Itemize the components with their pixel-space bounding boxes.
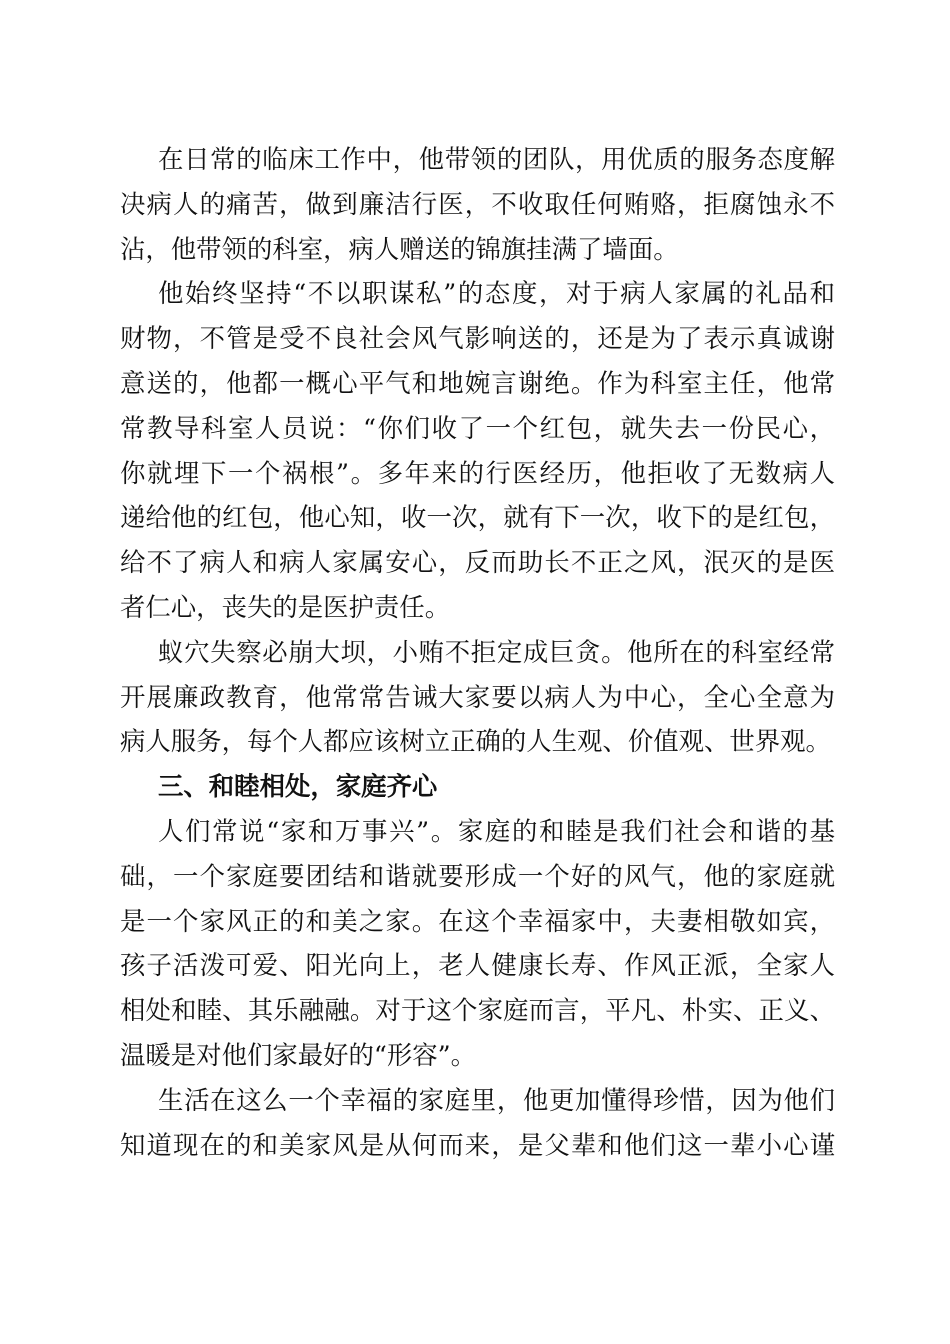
paragraph-line: 常教导科室人员说：“你们收了一个红包，就失去一份民心，: [120, 412, 835, 443]
paragraph: [120, 1078, 835, 1168]
paragraph-line: 你就埋下一个祸根”。多年来的行医经历，他拒收了无数病人: [120, 457, 835, 488]
paragraph-line: 础，一个家庭要团结和谐就要形成一个好的风气，他的家庭就: [120, 860, 835, 891]
paragraph-line: 给不了病人和病人家属安心，反而助长不正之风，泯灭的是医: [120, 547, 835, 578]
paragraph-line: 生活在这么一个幸福的家庭里，他更加懂得珍惜，因为他们: [158, 1084, 835, 1115]
paragraph-line: 财物，不管是受不良社会风气影响送的，还是为了表示真诚谢: [120, 323, 835, 354]
paragraph: [120, 137, 835, 271]
section-heading: 三、和睦相处，家庭齐心: [158, 771, 438, 802]
document-body: [120, 137, 835, 1167]
paragraph-line: 沾，他带领的科室，病人赠送的锦旗挂满了墙面。: [120, 233, 679, 264]
paragraph: [120, 630, 835, 764]
paragraph-line: 是一个家风正的和美之家。在这个幸福家中，夫妻相敬如宾，: [120, 905, 835, 936]
paragraph-line: 孩子活泼可爱、阳光向上，老人健康长寿、作风正派，全家人: [120, 950, 835, 981]
paragraph-line: 开展廉政教育，他常常告诫大家要以病人为中心，全心全意为: [120, 681, 835, 712]
paragraph: [120, 809, 835, 1078]
paragraph-line: 他始终坚持“不以职谋私”的态度，对于病人家属的礼品和: [158, 278, 835, 309]
paragraph-line: 人们常说“家和万事兴”。家庭的和睦是我们社会和谐的基: [158, 815, 835, 846]
paragraph-line: 递给他的红包，他心知，收一次，就有下一次，收下的是红包，: [120, 502, 835, 533]
paragraph-line: 意送的，他都一概心平气和地婉言谢绝。作为科室主任，他常: [120, 367, 835, 398]
paragraph-line: 知道现在的和美家风是从何而来，是父辈和他们这一辈小心谨: [120, 1129, 835, 1160]
paragraph-line: 相处和睦、其乐融融。对于这个家庭而言，平凡、朴实、正义、: [120, 995, 835, 1026]
paragraph-line: 蚁穴失察必崩大坝，小贿不拒定成巨贪。他所在的科室经常: [158, 636, 835, 667]
paragraph-line: 温暖是对他们家最好的“形容”。: [120, 1039, 477, 1070]
paragraph: [120, 271, 835, 629]
paragraph-line: 者仁心，丧失的是医护责任。: [120, 591, 451, 622]
paragraph-line: 病人服务，每个人都应该树立正确的人生观、价值观、世界观。: [120, 726, 831, 757]
paragraph-line: 决病人的痛苦，做到廉洁行医，不收取任何贿赂，拒腐蚀永不: [120, 188, 835, 219]
paragraph-line: 在日常的临床工作中，他带领的团队，用优质的服务态度解: [158, 144, 835, 174]
